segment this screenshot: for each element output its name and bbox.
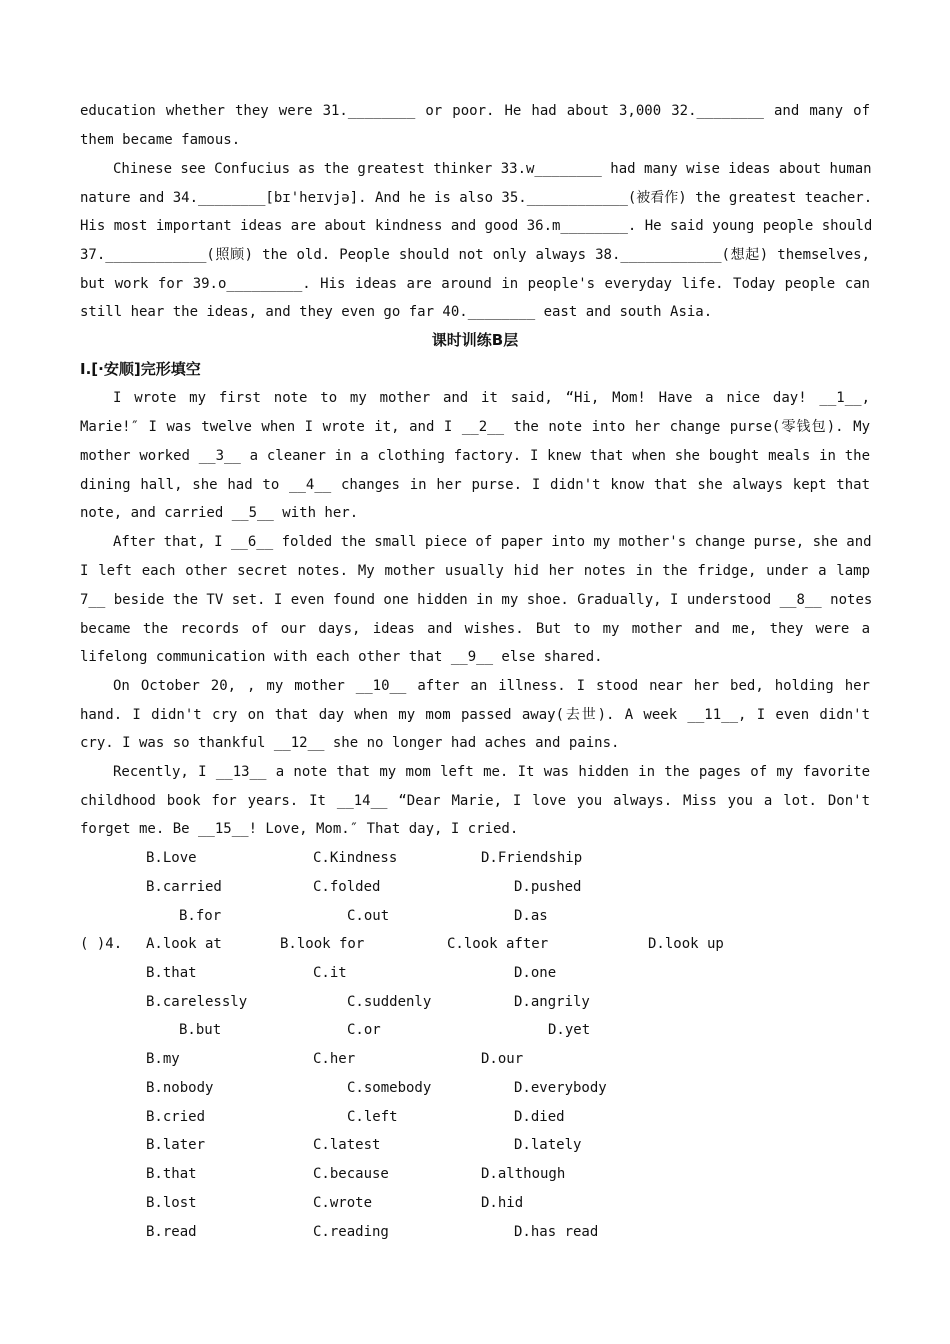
cloze-line: 7__ beside the TV set. I even found one hidden in my shoe. Gradually, I understood __8__ notes <box>80 592 873 608</box>
option: C.or <box>347 1022 381 1038</box>
option: B.Love <box>146 850 197 866</box>
option: D.yet <box>548 1022 591 1038</box>
cloze-line: On October 20, , my mother __10__ after an illness. I stood near her bed, holding her <box>113 678 870 694</box>
passage-line: nature and 34.________[bɪ'heɪvjə]. And he is also 35.____________(被看作) the greatest teacher. <box>80 190 873 206</box>
cloze-line: mother worked __3__ a cleaner in a clothing factory. I knew that when she bought meals in the <box>80 448 870 464</box>
cloze-line: Marie!″ I was twelve when I wrote it, and I __2__ the note into her change purse(零钱包). My <box>80 419 870 435</box>
option: C.her <box>313 1051 356 1067</box>
option: C.left <box>347 1109 398 1125</box>
option: C.suddenly <box>347 994 432 1010</box>
option: C.latest <box>313 1137 381 1153</box>
option: D.as <box>514 908 548 924</box>
option: C.reading <box>313 1224 389 1240</box>
passage-line: 37.____________(照顾) the old. People should not only always 38.____________(想起) themselves, <box>80 247 870 263</box>
option: D.angrily <box>514 994 590 1010</box>
section-title: 课时训练B层 <box>431 331 519 349</box>
cloze-line: dining hall, she had to __4__ changes in her purse. I didn't know that she always kept that <box>80 477 870 493</box>
option: B.for <box>179 908 222 924</box>
passage-line: them became famous. <box>80 132 241 148</box>
cloze-line: I wrote my first note to my mother and it said, “Hi, Mom! Have a nice day! __1__, <box>113 390 870 406</box>
option: B.but <box>179 1022 222 1038</box>
option: C.out <box>347 908 390 924</box>
section-heading: Ⅰ.[·安顺]完形填空 <box>80 360 201 378</box>
option: C.because <box>313 1166 389 1182</box>
cloze-line: childhood book for years. It __14__ “Dear Marie, I love you always. Miss you a lot. Don't <box>80 793 870 809</box>
option: C.look after <box>447 936 549 952</box>
option: C.somebody <box>347 1080 432 1096</box>
option: D.Friendship <box>481 850 583 866</box>
option: D.pushed <box>514 879 582 895</box>
passage-line: His most important ideas are about kindness and good 36.m________. He said young people should <box>80 218 873 234</box>
option: C.it <box>313 965 347 981</box>
option: B.carried <box>146 879 222 895</box>
cloze-line: forget me. Be __15__! Love, Mom.″ That day, I cried. <box>80 821 519 837</box>
option: A.look at <box>146 936 222 952</box>
option: D.died <box>514 1109 565 1125</box>
option: D.although <box>481 1166 566 1182</box>
option: B.that <box>146 1166 197 1182</box>
option: C.folded <box>313 879 381 895</box>
option: D.everybody <box>514 1080 607 1096</box>
option: B.lost <box>146 1195 197 1211</box>
option: C.wrote <box>313 1195 373 1211</box>
cloze-line: hand. I didn't cry on that day when my mom passed away(去世). A week __11__, I even didn't <box>80 707 870 723</box>
option: B.my <box>146 1051 180 1067</box>
option: B.carelessly <box>146 994 248 1010</box>
cloze-line: became the records of our days, ideas and wishes. But to my mother and me, they were a <box>80 621 870 637</box>
option: D.lately <box>514 1137 582 1153</box>
option: C.Kindness <box>313 850 398 866</box>
passage-line: Chinese see Confucius as the greatest thinker 33.w________ had many wise ideas about human <box>113 161 872 177</box>
option: D.our <box>481 1051 524 1067</box>
option: D.look up <box>648 936 724 952</box>
passage-line: still hear the ideas, and they even go far 40.________ east and south Asia. <box>80 304 713 320</box>
passage-line: but work for 39.o_________. His ideas are around in people's everyday life. Today people can <box>80 276 870 292</box>
option: B.read <box>146 1224 197 1240</box>
cloze-line: cry. I was so thankful __12__ she no longer had aches and pains. <box>80 735 620 751</box>
cloze-line: lifelong communication with each other that __9__ else shared. <box>80 649 603 665</box>
passage-line: education whether they were 31.________ or poor. He had about 3,000 32.________ and many of <box>80 103 870 119</box>
option: D.hid <box>481 1195 524 1211</box>
option: D.one <box>514 965 557 981</box>
option: D.has read <box>514 1224 599 1240</box>
option: B.look for <box>280 936 365 952</box>
option: B.cried <box>146 1109 206 1125</box>
cloze-line: After that, I __6__ folded the small piece of paper into my mother's change purse, she and <box>113 534 872 550</box>
option: B.nobody <box>146 1080 214 1096</box>
cloze-line: note, and carried __5__ with her. <box>80 505 359 521</box>
question-number: ( )4. <box>80 936 123 952</box>
option: B.later <box>146 1137 206 1153</box>
cloze-line: Recently, I __13__ a note that my mom left me. It was hidden in the pages of my favorite <box>113 764 870 780</box>
option: B.that <box>146 965 197 981</box>
cloze-line: I left each other secret notes. My mother usually hid her notes in the fridge, under a lamp <box>80 563 870 579</box>
